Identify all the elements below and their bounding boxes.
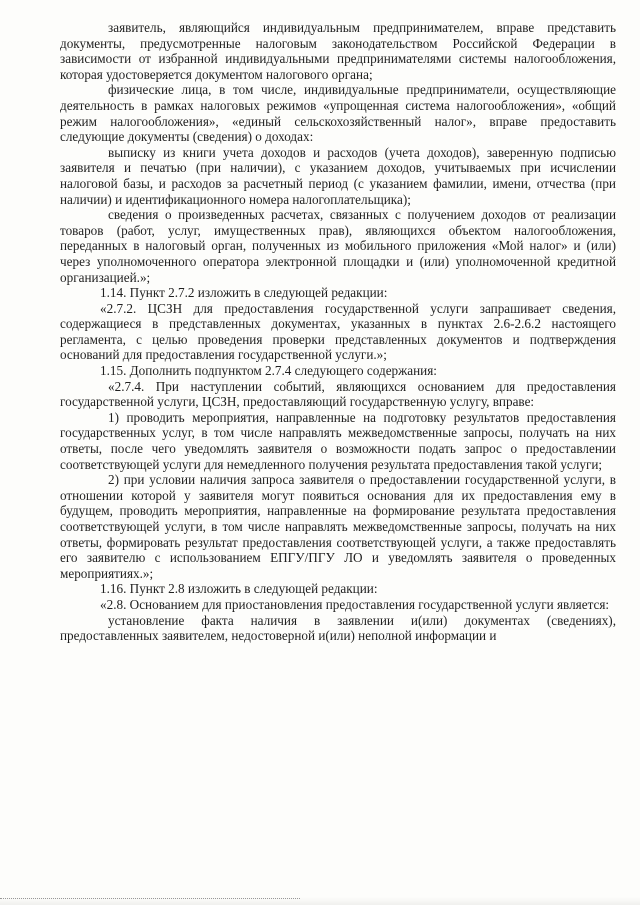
document-body <box>60 20 616 644</box>
paragraph-individual-entrepreneur: заявитель, являющийся индивидуальным предпринимателем, вправе представить документы, предусмотренные налоговым законодательством Российской Федерации в зависимости от избранной индивидуальными предпринимателями системы налогообложения, которая удостоверяется документом налогового органа; <box>60 20 616 82</box>
paragraph-item-1-15: 1.15. Дополнить подпунктом 2.7.4 следующего содержания: <box>100 363 437 379</box>
paragraph-subitem-2: 2) при условии наличия запроса заявителя о предоставлении государственной услуги, в отношении которой у заявителя могут появиться основания для их предоставления ему в будущем, проводить мероприятия, направленные на формирование результата предоставления соответствующей услуги, в том числе направлять межведомственные запросы, получать на них ответы, формировать результат предоставления соответствующей услуги, а также предоставлять его заявителю с использованием ЕПГУ/ПГУ ЛО и уведомлять заявителя о проведенных мероприятиях.»; <box>60 472 616 581</box>
paragraph-clause-2-8: «2.8. Основанием для приостановления предоставления государственной услуги является: <box>100 596 610 612</box>
paragraph-individuals-tax-regimes: физические лица, в том числе, индивидуальные предприниматели, осуществляющие деятельность в рамках налоговых режимов «упрощенная система налогообложения», «общий режим налогообложения», «единый сельскохозяйственный налог», вправе предоставить следующие документы (сведения) о доходах: <box>60 82 616 145</box>
paragraph-item-1-16: 1.16. Пункт 2.8 изложить в следующей редакции: <box>100 581 378 597</box>
paragraph-item-1-14: 1.14. Пункт 2.7.2 изложить в следующей редакции: <box>100 285 388 301</box>
paragraph-clause-2-7-4: «2.7.4. При наступлении событий, являющихся основанием для предоставления государственной услуги, ЦСЗН, предоставляющий государственную услугу, вправе: <box>60 378 616 410</box>
scan-edge-shadow <box>0 897 640 905</box>
paragraph-clause-2-7-2: «2.7.2. ЦСЗН для предоставления государственной услуги запрашивает сведения, содержащиеся в представленных документах, указанных в пунктах 2.6-2.6.2 настоящего регламента, с целью проведения проверки представленных документов и подтверждения оснований для предоставления государственной услуги.»; <box>60 300 616 363</box>
paragraph-settlement-info: сведения о произведенных расчетах, связанных с получением доходов от реализации товаров (работ, услуг, имущественных прав), являющихся объектом налогообложения, переданных в налоговый орган, полученных из мобильного приложения «Мой налог» и (или) через уполномоченного оператора электронной площадки и (или) уполномоченной кредитной организацией.»; <box>60 207 616 285</box>
paragraph-fact-establishment: установление факта наличия в заявлении и(или) документах (сведениях), предоставленных заявителем, недостоверной и(или) неполной информации и <box>60 612 616 644</box>
paragraph-subitem-1: 1) проводить мероприятия, направленные на подготовку результатов предоставления государственных услуг, в том числе направлять межведомственные запросы, получать на них ответы, после чего уведомлять заявителя о возможности подать запрос о предоставлении соответствующей услуги для немедленного получения результата предоставления такой услуги; <box>60 409 616 472</box>
paragraph-income-book-extract: выписку из книги учета доходов и расходов (учета доходов), заверенную подписью заявителя и печатью (при наличии), с указанием доходов, учитываемых при исчислении налоговой базы, и расходов за расчетный период (с указанием фамилии, имени, отчества (при наличии) и идентификационного номера налогоплательщика); <box>60 144 616 207</box>
